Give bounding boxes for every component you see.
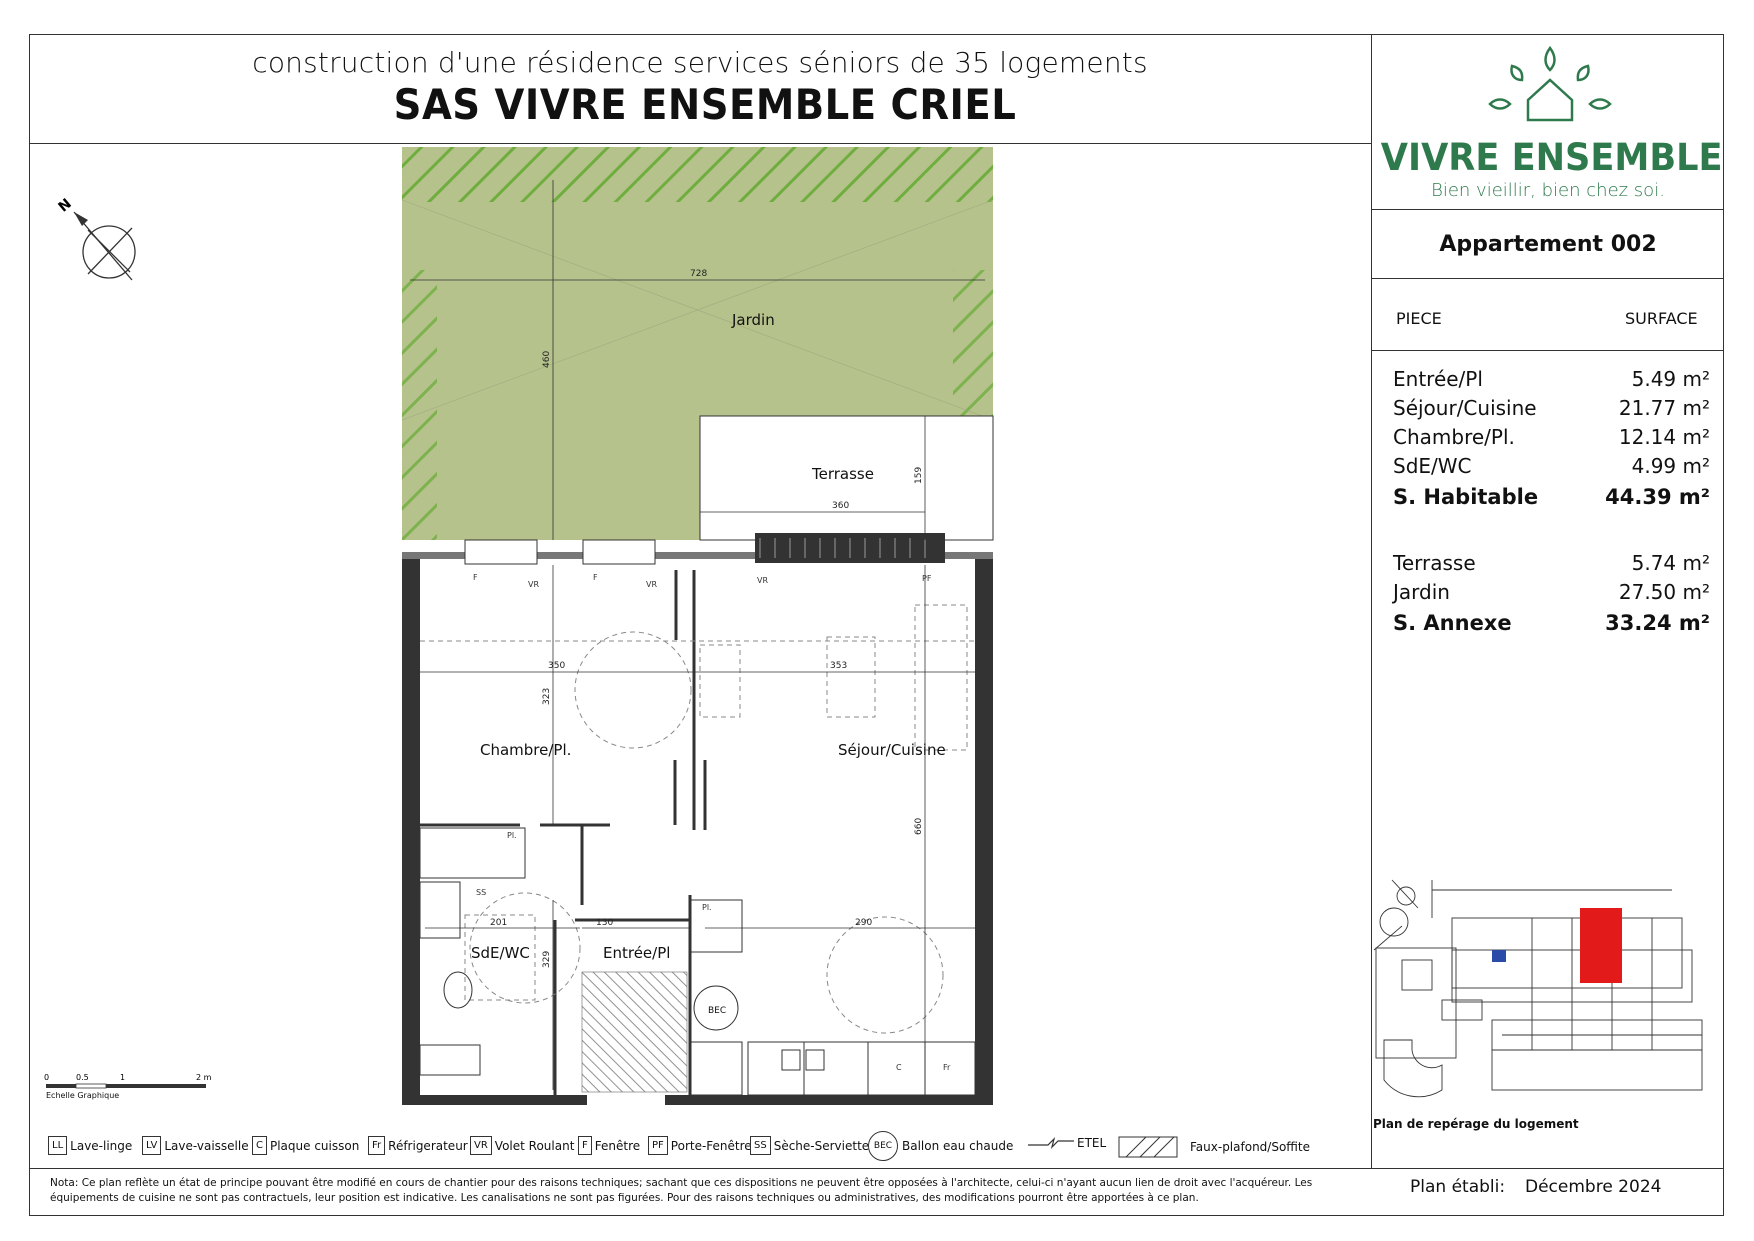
divider-footer [29, 1168, 1724, 1169]
svg-text:N: N [55, 195, 75, 216]
floor-plan [380, 140, 1020, 1110]
svg-text:VR: VR [528, 580, 540, 589]
legend-item: PF Porte-Fenêtre [648, 1136, 752, 1155]
svg-text:Terrasse: Terrasse [812, 465, 874, 483]
svg-text:460: 460 [542, 350, 552, 368]
svg-text:360: 360 [832, 501, 850, 511]
apartment-title: Appartement 002 [1439, 232, 1657, 257]
svg-text:Chambre/Pl.: Chambre/Pl. [480, 741, 572, 759]
col-piece: PIECE [1396, 309, 1442, 328]
annexe-row: Terrasse 5.74 m² [1393, 551, 1710, 575]
legend-item: LL Lave-linge [48, 1136, 132, 1155]
habitable-total-row: S. Habitable 44.39 m² [1393, 485, 1710, 509]
svg-text:2 m: 2 m [196, 1073, 212, 1082]
svg-text:1: 1 [120, 1073, 126, 1082]
garden-hatch-right [953, 270, 993, 420]
svg-text:SdE/WC: SdE/WC [471, 944, 530, 962]
garden-hatch-left [402, 270, 437, 540]
room-row: Entrée/Pl 5.49 m² [1393, 367, 1710, 391]
svg-text:VR: VR [757, 576, 769, 585]
legend-item: ETEL [1028, 1136, 1106, 1150]
svg-text:F: F [593, 573, 598, 582]
project-title: SAS VIVRE ENSEMBLE CRIEL [393, 80, 1017, 129]
divider-brand [1371, 209, 1724, 210]
entry-hatch [582, 972, 687, 1092]
svg-text:Pl.: Pl. [507, 831, 517, 840]
annexe-row: Jardin 27.50 m² [1393, 580, 1710, 604]
svg-text:323: 323 [542, 687, 552, 705]
scale-bar [44, 1070, 214, 1092]
svg-text:0: 0 [44, 1073, 50, 1082]
svg-text:BEC: BEC [708, 1006, 727, 1016]
svg-text:Séjour/Cuisine: Séjour/Cuisine [838, 741, 946, 759]
svg-text:130: 130 [596, 918, 614, 928]
svg-text:660: 660 [914, 817, 924, 835]
project-subtitle: construction d'une résidence services séniors de 35 logements [252, 46, 1148, 79]
scale-label: Echelle Graphique [46, 1091, 120, 1100]
room-row: SdE/WC 4.99 m² [1393, 454, 1710, 478]
plan-date: Décembre 2024 [1525, 1177, 1662, 1197]
reperage-label: Plan de repérage du logement [1373, 1117, 1579, 1131]
legend-item: LV Lave-vaisselle [142, 1136, 249, 1155]
disclaimer-note: Nota: Ce plan reflète un état de principe pouvant être modifié en cours de chantier pour des raisons techniques; sachant que ces dispositions ne peuvent être opposées à l'architecte, celui-ci n'ayant aucun lien de droit avec l'acquéreur. Les équipements de cuisine ne sont pas contractuels, leur position est indicative. Les canalisations ne sont pas figurées. Pour des raisons techniques ou administratives, des modifications pourront être apportées à ce plan. [50, 1177, 1313, 1204]
house-leaves-logo-icon [1480, 44, 1620, 126]
svg-text:Jardin: Jardin [732, 311, 775, 329]
brand-name: VIVRE ENSEMBLE [1380, 136, 1723, 179]
legend-item: Faux-plafond/Soffite [1118, 1136, 1310, 1158]
svg-text:159: 159 [914, 466, 924, 484]
apartment-highlight [1580, 908, 1622, 983]
svg-text:Entrée/Pl: Entrée/Pl [603, 944, 671, 962]
svg-text:201: 201 [490, 918, 508, 928]
annexe-total-row: S. Annexe 33.24 m² [1393, 611, 1710, 635]
north-arrow-icon [52, 190, 142, 285]
legend-item: C Plaque cuisson [252, 1136, 359, 1155]
room-row: Séjour/Cuisine 21.77 m² [1393, 396, 1710, 420]
svg-text:F: F [473, 573, 478, 582]
svg-text:C: C [896, 1063, 902, 1072]
svg-text:Fr: Fr [943, 1063, 951, 1072]
svg-text:728: 728 [690, 269, 708, 279]
reperage-plan [1372, 850, 1718, 1110]
col-surface: SURFACE [1625, 309, 1698, 328]
svg-text:0.5: 0.5 [76, 1073, 89, 1082]
svg-text:SS: SS [476, 888, 487, 897]
room-row: Chambre/Pl. 12.14 m² [1393, 425, 1710, 449]
legend-item: F Fenêtre [578, 1136, 640, 1155]
legend-item: BEC Ballon eau chaude [868, 1131, 1013, 1161]
legend-item: SS Sèche-Serviette [750, 1136, 869, 1155]
svg-text:290: 290 [855, 918, 873, 928]
legend-item: VR Volet Roulant [470, 1136, 574, 1155]
brand-tagline: Bien vieillir, bien chez soi. [1431, 180, 1665, 201]
svg-text:VR: VR [646, 580, 658, 589]
plan-date-label: Plan établi: [1410, 1177, 1506, 1197]
svg-text:Pl.: Pl. [702, 903, 712, 912]
legend-item: Fr Réfrigerateur [368, 1136, 468, 1155]
etel-icon [1028, 1136, 1074, 1150]
svg-text:353: 353 [830, 661, 848, 671]
faux-plafond-hatch-icon [1118, 1136, 1178, 1158]
svg-text:PF: PF [922, 574, 932, 583]
divider-table-header [1371, 350, 1724, 351]
divider-apt-title [1371, 278, 1724, 279]
svg-text:329: 329 [542, 950, 552, 968]
garden-hatch-top [402, 147, 993, 202]
svg-text:350: 350 [548, 661, 566, 671]
